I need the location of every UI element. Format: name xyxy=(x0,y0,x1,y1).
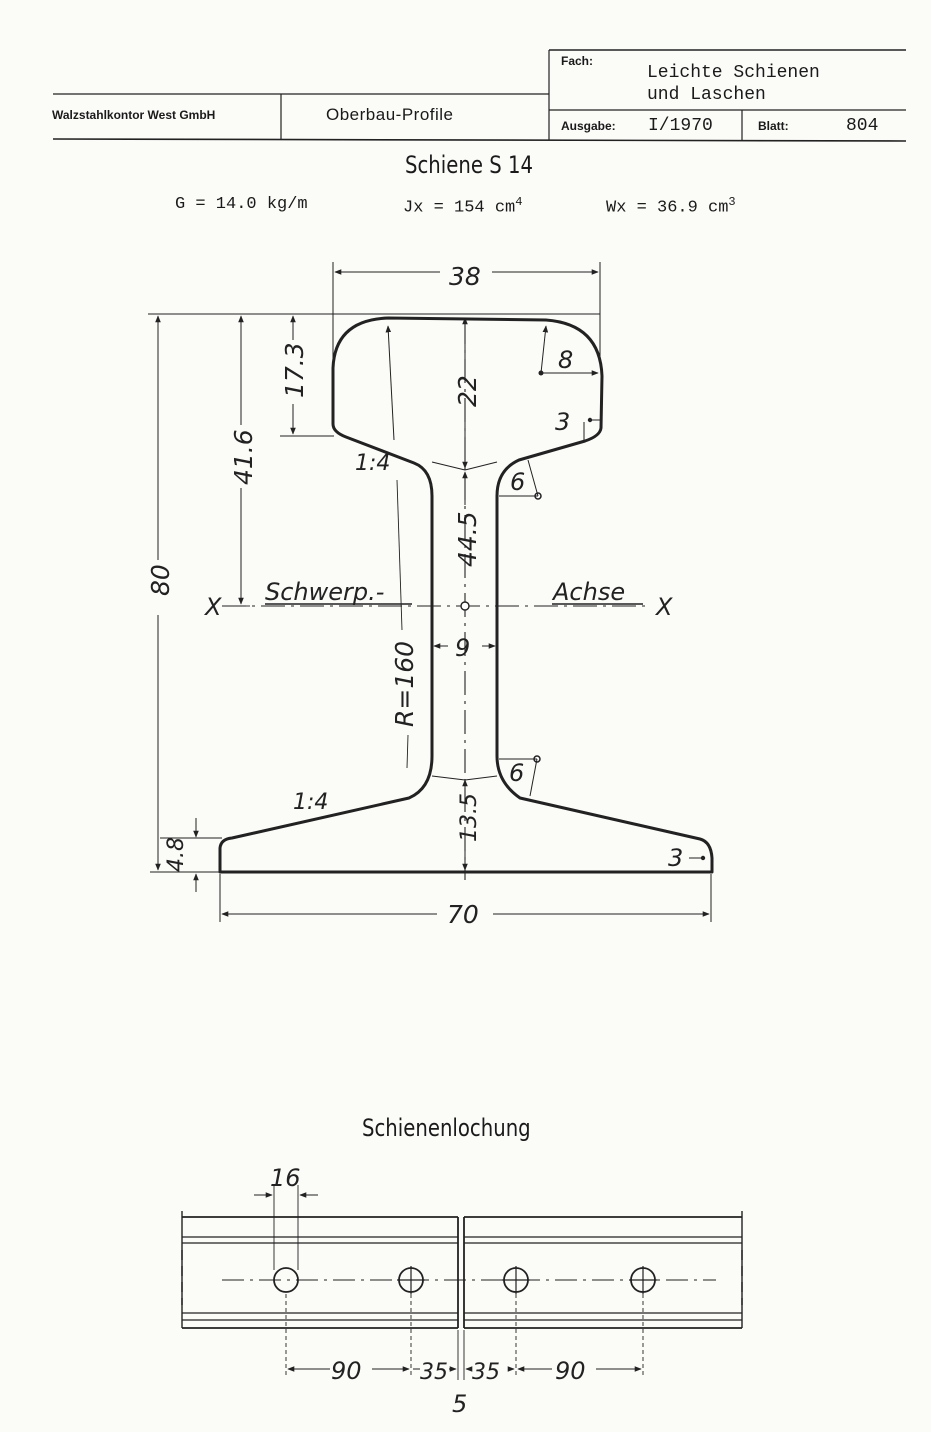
dim-foot-edge: 4.8 xyxy=(164,837,189,872)
dim-foot-width: 70 xyxy=(447,900,479,929)
dim-head-width: 38 xyxy=(449,262,481,291)
dim-web-fillet-top: 6 xyxy=(510,468,526,496)
dim-end-left: 35 xyxy=(420,1360,448,1385)
dim-head-corner: 3 xyxy=(555,408,571,436)
company-name: Walzstahlkontor West GmbH xyxy=(52,108,216,122)
dim-end-right: 35 xyxy=(472,1360,500,1385)
dim-web-thickness: 9 xyxy=(455,634,471,662)
dim-foot-height: 13.5 xyxy=(457,793,482,842)
blatt-value: 804 xyxy=(846,116,879,136)
dim-foot-slope-top: 1:4 xyxy=(355,451,391,476)
dim-web-fillet-bottom: 6 xyxy=(509,759,525,787)
fach-value-line2: und Laschen xyxy=(647,85,766,105)
axis-label-achse: Achse xyxy=(553,578,626,606)
dim-head-depth: 17.3 xyxy=(280,342,309,398)
dim-foot-slope-bottom: 1:4 xyxy=(293,790,329,815)
dim-head-radius: 8 xyxy=(558,346,574,374)
jx-value: Jx = 154 $cm^4$ xyxy=(403,195,523,218)
rail-cross-section xyxy=(0,240,931,940)
weight-value: G = 14.0 kg/m xyxy=(175,195,308,214)
category-label: Oberbau-Profile xyxy=(326,105,454,124)
ausgabe-label: Ausgabe: xyxy=(561,119,616,133)
wx-value: Wx = 36.9 $cm^3$ xyxy=(606,195,736,218)
dim-gap: 5 xyxy=(452,1390,468,1418)
dim-height: 80 xyxy=(146,564,175,596)
dim-spacing-left: 90 xyxy=(331,1357,362,1385)
dim-head-height: 22 xyxy=(453,375,482,407)
ausgabe-value: I/1970 xyxy=(648,116,713,136)
profile-title: Schiene S 14 xyxy=(405,151,533,179)
dim-neutral-axis: 41.6 xyxy=(229,429,258,485)
drilling-title: Schienenlochung xyxy=(362,1114,531,1142)
dim-web-height: 44.5 xyxy=(453,511,482,567)
dim-foot-corner: 3 xyxy=(668,844,684,872)
axis-label-x-left: X xyxy=(205,593,222,621)
dim-web-radius: R=160 xyxy=(390,640,419,727)
dim-hole: 16 xyxy=(270,1164,301,1192)
axis-label-schwerp: Schwerp.- xyxy=(265,578,385,606)
fach-label: Fach: xyxy=(561,54,594,68)
centroid-marker xyxy=(461,602,469,610)
dim-spacing-right: 90 xyxy=(555,1357,586,1385)
blatt-label: Blatt: xyxy=(758,119,789,133)
axis-label-x-right: X xyxy=(656,593,673,621)
fach-value-line1: Leichte Schienen xyxy=(647,63,820,83)
rail-drilling-diagram xyxy=(0,1150,931,1430)
